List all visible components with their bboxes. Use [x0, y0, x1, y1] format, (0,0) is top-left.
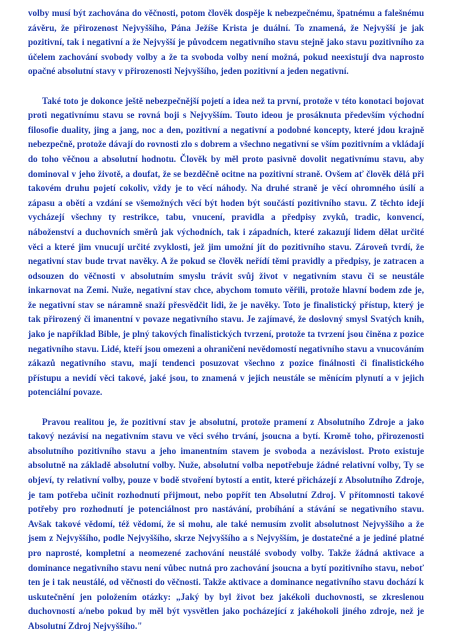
- paragraph-2: Také toto je dokonce ještě nebezpečnější pojetí a idea než ta první, protože v této konotaci bojovat proti negativnímu stavu se rovná boji s Nejvyšším. Touto ideou je prosáknuta především východní filosofie duality, jing a jang, noc a den, pozitivní a negativní a podobné koncepty, které jdou krajně nebezpečně, protože dávají do rovnosti zlo s dobrem a všechno negativní se vším pozitivním a vkládají do toho věčnou a absolutní hodnotu. Člověk by měl proto pasivně dovolit negativnímu stavu, aby dominoval v jeho životě, a doufat, že se bezděčně ocitne na pozitivní straně. Ovšem ať člověk dělá při takovém druhu pojetí cokoliv, vždy je to věcí náhody. Na druhé straně je věcí ohromného úsilí a zápasu a obětí a vzdání se všemožných věcí být hoden být součástí pozitivního stavu. Z těchto idejí vycházejí všechny ty restrikce, tabu, vnucení, pravidla a předpisy zvyků, tradic, konvencí, náboženství a duchovních směrů jak východních, tak i západních, které zakazují lidem dělat určité věci a které jim vnucují určité zvyklosti, jež jim umožní jít do pozitivního stavu. Zároveň tvrdí, že negativní stav bude trvat navěky. A že pokud se člověk neřídí těmi pravidly a předpisy, je zatracen a odsouzen do věčnosti v absolutním smyslu trávit svůj život v negativním stavu či se neustále inkarnovat na Zemi. Nuže, negativní stav chce, abychom tomuto věřili, protože hlavní bodem zde je, že negativní stav se náramně snaží přesvědčit lidi, že je navěky. Toto je finalistický přístup, který je tak přirozený či imanentní v povaze negativního stavu. Je zajímavé, že doslovný smysl Svatých knih, jako je například Bible, je plný takových finalistických tvrzení, protože ta tvrzení jsou činěna z pozice negativního stavu. Lidé, kteří jsou omezeni a ohraničeni nevědomostí negativního stavu a vnucováním zákazů negativního stavu, mají tendenci posuzovat všechno z pozice finálnosti či finalistického přístupu a nevidí věci takové, jaké jsou, to znamená v jejich neustále se měnícím plynutí a v jejich potenciální povaze.: [28, 95, 424, 398]
- paragraph-1: volby musí být zachována do věčnosti, potom člověk dospěje k nebezpečnému, špatnému a falešnému závěru, že přirozenost Nejvyššího, Pána Ježíše Krista je duální. To znamená, že Nejvyšší je jak pozitivní, tak i negativní a že Nejvyšší je původcem negativního stavu stejně jako stavu pozitivního za účelem zachování svobody volby a že ta svoboda volby není možná, pokud neexistují dva naprosto opačné absolutní stavy v přirozenosti Nejvyššího, jeden pozitivní a jeden negativní.: [28, 8, 424, 77]
- document-page: [28, 6, 424, 634]
- paragraph-3: Pravou realitou je, že pozitivní stav je absolutní, protože pramení z Absolutního Zdroje a jako takový nezávisí na negativním stavu ve věci svého trvání, jsoucna a bytí. Kromě toho, přirozenosti absolutního pozitivního stavu a jeho imanentním stavem je svoboda a nezávislost. Proto existuje absolutně na základě absolutní volby. Nuže, absolutní volba nepotřebuje žádné relativní volby, Ty se objeví, ty relativní volby, pouze v bodě stvoření bytostí a entit, které přicházejí z Absolutního Zdroje, je tam potřeba učinit rozhodnutí přijmout, nebo popřít ten Absolutní Zdroj. V přítomnosti takové potřeby pro rozhodnutí je potenciálnost pro nastávání, probíhání a stávání se negativního stavu. Avšak takové vědomí, též vědomí, že si mohu, ale také nemusím zvolit absolutnost Nejvyššího a že jsem z Nejvyššího, podle Nejvyššího, skrze Nejvyššího a s Nejvyšším, je dostatečné a je jediné platné pro naprosté, kompletní a neomezené zachování neustálé svobody volby. Takže žádná aktivace a dominance negativního stavu není vůbec nutná pro zachování jsoucna a bytí pozitivního stavu, neboť ten je i tak neustálé, od věčnosti do věčnosti. Takže aktivace a dominance negativního stavu dochází k uskutečnění jen položením otázky: „Jaký by byl život bez jakékoli duchovnosti, se zkreslenou duchovností a/nebo pokud by měl být vysvětlen jako pocházející z jakéhokoli jiného zdroje, než je Absolutní Zdroj Nejvyššího.": [28, 416, 424, 631]
